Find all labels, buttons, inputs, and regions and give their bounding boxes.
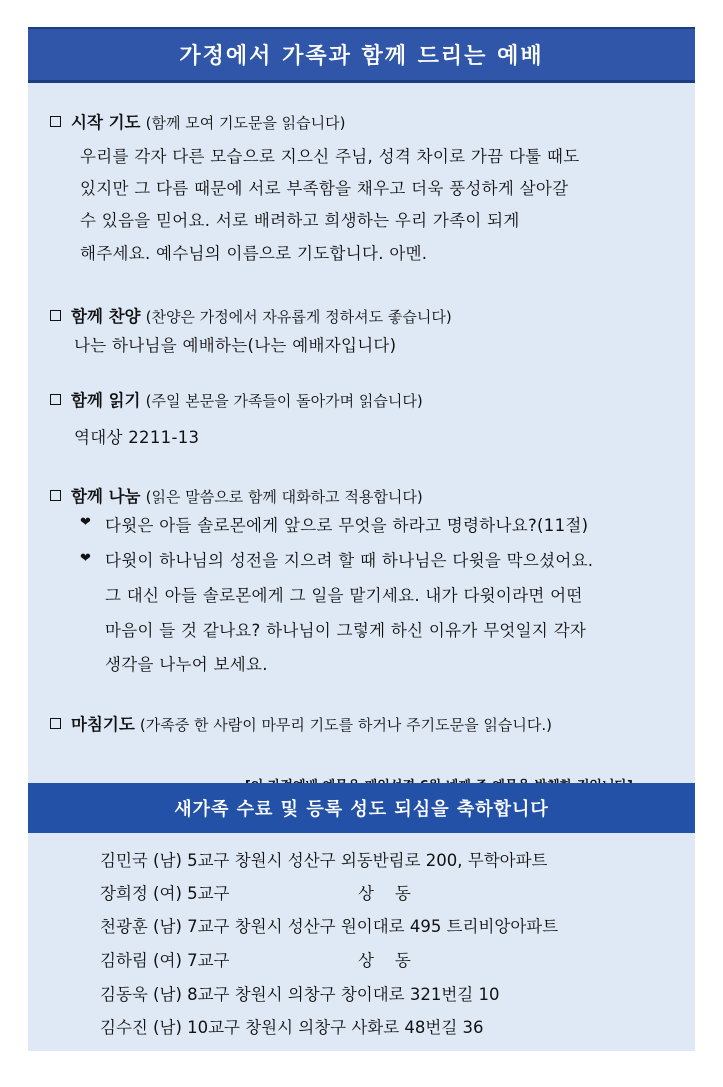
bulletin-panel [28, 27, 695, 1051]
member-info: 장희정 (여) 5교구 [100, 884, 230, 903]
member-info: 김동욱 (남) 8교구 창원시 의창구 창이대로 321번길 10 [100, 985, 500, 1004]
section-heading: 함께 찬양 [71, 307, 141, 326]
section-opening-prayer [50, 109, 346, 133]
heart-bullet-icon: ❤ [80, 515, 91, 530]
member-row [100, 1014, 484, 1038]
question-line: 생각을 나누어 보세요. [105, 655, 268, 674]
congrats-bar [28, 783, 695, 833]
scripture-reference: 역대상 2211-13 [74, 428, 200, 447]
section-note: (함께 모여 기도문을 읽습니다) [145, 114, 346, 132]
praise-song: 나는 하나님을 예배하는(나는 예배자입니다) [74, 336, 397, 355]
member-row [100, 913, 558, 937]
section-note: (읽은 말씀으로 함께 대화하고 적용합니다) [145, 488, 423, 506]
checkbox-icon [50, 490, 61, 501]
member-info: 천광훈 (남) 7교구 창원시 성산구 원이대로 495 트리비앙아파트 [100, 917, 559, 936]
member-row [100, 880, 411, 904]
congrats-title: 새가족 수료 및 등록 성도 되심을 축하합니다 [174, 799, 549, 820]
question-line: 다윗은 아들 솔로몬에게 앞으로 무엇을 하라고 명령하나요?(11절) [105, 516, 589, 535]
section-note: (가족중 한 사람이 마무리 기도를 하거나 주기도문을 읽습니다.) [139, 716, 552, 734]
prayer-line: 있지만 그 다름 때문에 서로 부족함을 채우고 더욱 풍성하게 살아갈 [80, 179, 569, 198]
section-heading: 시작 기도 [71, 113, 141, 132]
checkbox-icon [50, 310, 61, 321]
section-heading: 함께 읽기 [71, 391, 141, 410]
question-line: 마음이 들 것 같나요? 하나님이 그렇게 하신 이유가 무엇일지 각자 [105, 621, 587, 640]
section-reading [50, 387, 423, 411]
title-bar [28, 27, 695, 83]
member-info: 김하림 (여) 7교구 [100, 951, 230, 970]
member-address-same: 상 동 [358, 951, 411, 970]
member-info: 김민국 (남) 5교구 창원시 성산구 외동반림로 200, 무학아파트 [100, 851, 548, 870]
prayer-line: 우리를 각자 다른 모습으로 지으신 주님, 성격 차이로 가끔 다툴 때도 [80, 147, 580, 166]
heart-bullet-icon: ❤ [80, 551, 91, 566]
member-row [100, 981, 499, 1005]
section-closing [50, 711, 552, 735]
section-praise [50, 303, 452, 327]
section-heading: 함께 나눔 [71, 487, 141, 506]
checkbox-icon [50, 394, 61, 405]
member-address-same: 상 동 [358, 884, 411, 903]
prayer-line: 수 있음을 믿어요. 서로 배려하고 희생하는 우리 가족이 되게 [80, 211, 520, 230]
section-note: (찬양은 가정에서 자유롭게 정하셔도 좋습니다) [145, 308, 452, 326]
question-line: 그 대신 아들 솔로몬에게 그 일을 맡기세요. 내가 다윗이라면 어떤 [105, 586, 583, 605]
member-row [100, 847, 547, 871]
question-line: 다윗이 하나님의 성전을 지으려 할 때 하나님은 다윗을 막으셨어요. [105, 551, 594, 570]
section-sharing [50, 483, 423, 507]
prayer-line: 해주세요. 예수님의 이름으로 기도합니다. 아멘. [80, 244, 428, 263]
section-note: (주일 본문을 가족들이 돌아가며 읽습니다) [145, 392, 423, 410]
member-info: 김수진 (남) 10교구 창원시 의창구 사화로 48번길 36 [100, 1018, 484, 1037]
member-row [100, 947, 411, 971]
checkbox-icon [50, 718, 61, 729]
checkbox-icon [50, 116, 61, 127]
page-title: 가정에서 가족과 함께 드리는 예배 [179, 44, 544, 69]
section-heading: 마침기도 [71, 715, 135, 734]
